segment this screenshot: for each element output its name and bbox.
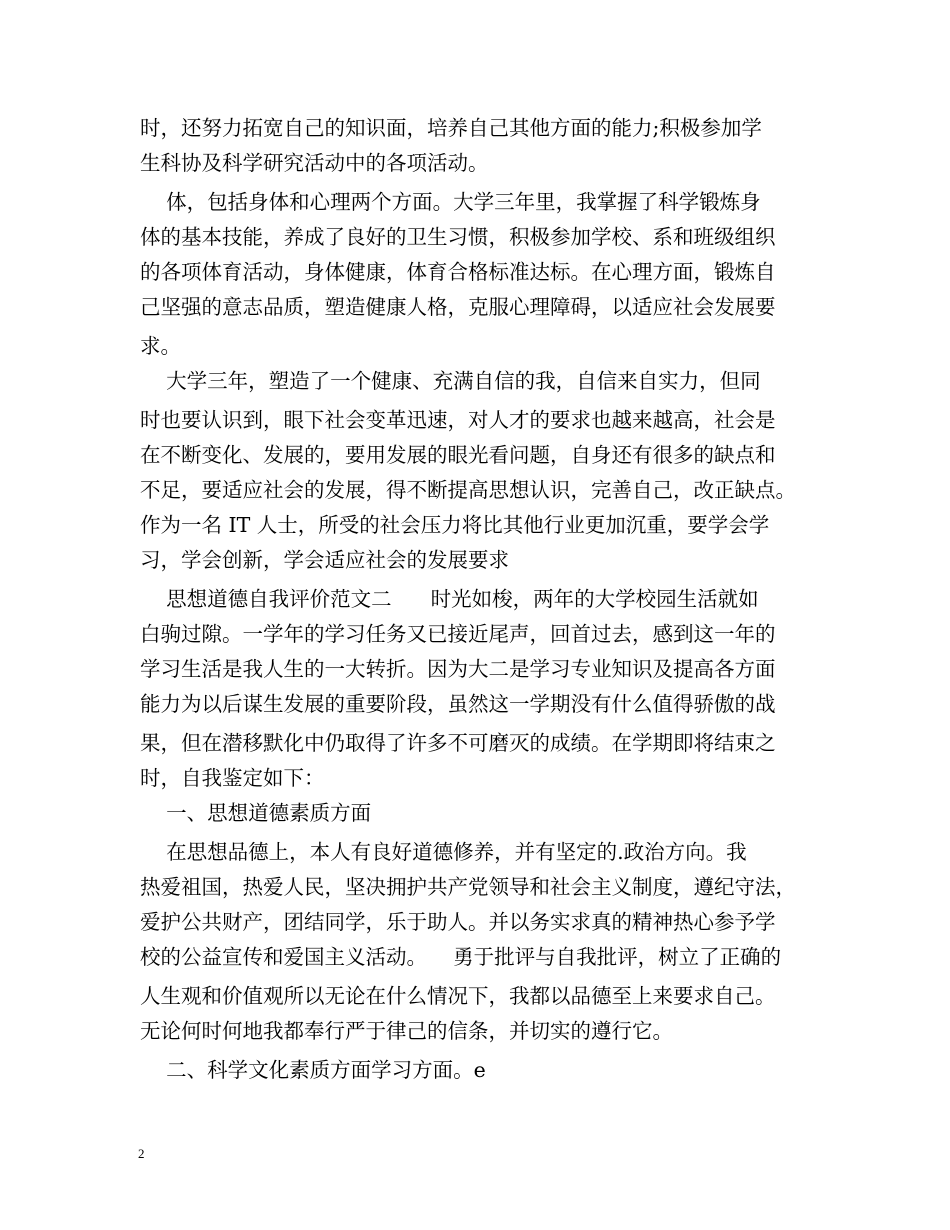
text-line: 时，还努力拓宽自己的知识面，培养自己其他方面的能力;积极参加学 bbox=[140, 116, 762, 140]
page-number: 2 bbox=[138, 1146, 145, 1161]
text-line: 在思想品德上，本人有良好道德修养，并有坚定的.政治方向。我 bbox=[140, 840, 747, 864]
text-line: 人生观和价值观所以无论在什么情况下，我都以品德至上来要求自己。 bbox=[140, 984, 776, 1008]
text-line: 能力为以后谋生发展的重要阶段，虽然这一学期没有什么值得骄傲的战 bbox=[140, 692, 776, 716]
text-line: 时也要认识到，眼下社会变革迅速，对人才的要求也越来越高，社会是 bbox=[140, 408, 776, 432]
text-line: 体，包括身体和心理两个方面。大学三年里，我掌握了科学锻炼身 bbox=[140, 190, 761, 214]
text-line: 时，自我鉴定如下： bbox=[140, 766, 325, 790]
text-line: 果，但在潜移默化中仍取得了许多不可磨灭的成绩。在学期即将结束之 bbox=[140, 731, 776, 755]
text-line: 的各项体育活动，身体健康，体育合格标准达标。在心理方面，锻炼自 bbox=[140, 260, 776, 284]
text-line: 己坚强的意志品质，塑造健康人格，克服心理障碍，以适应社会发展要 bbox=[140, 295, 776, 319]
text-line: 求。 bbox=[140, 334, 181, 358]
text-line: 学习生活是我人生的一大转折。因为大二是学习专业知识及提高各方面 bbox=[140, 657, 776, 681]
text-line: 体的基本技能，养成了良好的卫生习惯，积极参加学校、系和班级组织 bbox=[140, 225, 776, 249]
text-line: 白驹过隙。一学年的学习任务又已接近尾声，回首过去，感到这一年的 bbox=[140, 622, 776, 646]
text-line: 生科协及科学研究活动中的各项活动。 bbox=[140, 151, 489, 175]
text-line: 无论何时何地我都奉行严于律己的信条，并切实的遵行它。 bbox=[140, 1019, 673, 1043]
text-line: 热爱祖国，热爱人民，坚决拥护共产党领导和社会主义制度，遵纪守法， bbox=[140, 875, 796, 899]
text-line: 作为一名 IT 人士，所受的社会压力将比其他行业更加沉重，要学会学 bbox=[140, 513, 770, 537]
section-heading: 一、思想道德素质方面 bbox=[140, 801, 372, 825]
text-line: 不足，要适应社会的发展，得不断提高思想认识，完善自己，改正缺点。 bbox=[140, 478, 796, 502]
text-line: 大学三年，塑造了一个健康、充满自信的我，自信来自实力，但同 bbox=[140, 369, 761, 393]
section-heading: 二、科学文化素质方面学习方面。e bbox=[140, 1058, 486, 1082]
text-line: 习，学会创新，学会适应社会的发展要求 bbox=[140, 548, 509, 572]
text-line: 思想道德自我评价范文二 时光如梭，两年的大学校园生活就如 bbox=[140, 587, 759, 611]
text-line: 校的公益宣传和爱国主义活动。 勇于批评与自我批评，树立了正确的 bbox=[140, 945, 782, 969]
text-line: 爱护公共财产，团结同学，乐于助人。并以务实求真的精神热心参予学 bbox=[140, 910, 776, 934]
text-line: 在不断变化、发展的，要用发展的眼光看问题，自身还有很多的缺点和 bbox=[140, 443, 776, 467]
